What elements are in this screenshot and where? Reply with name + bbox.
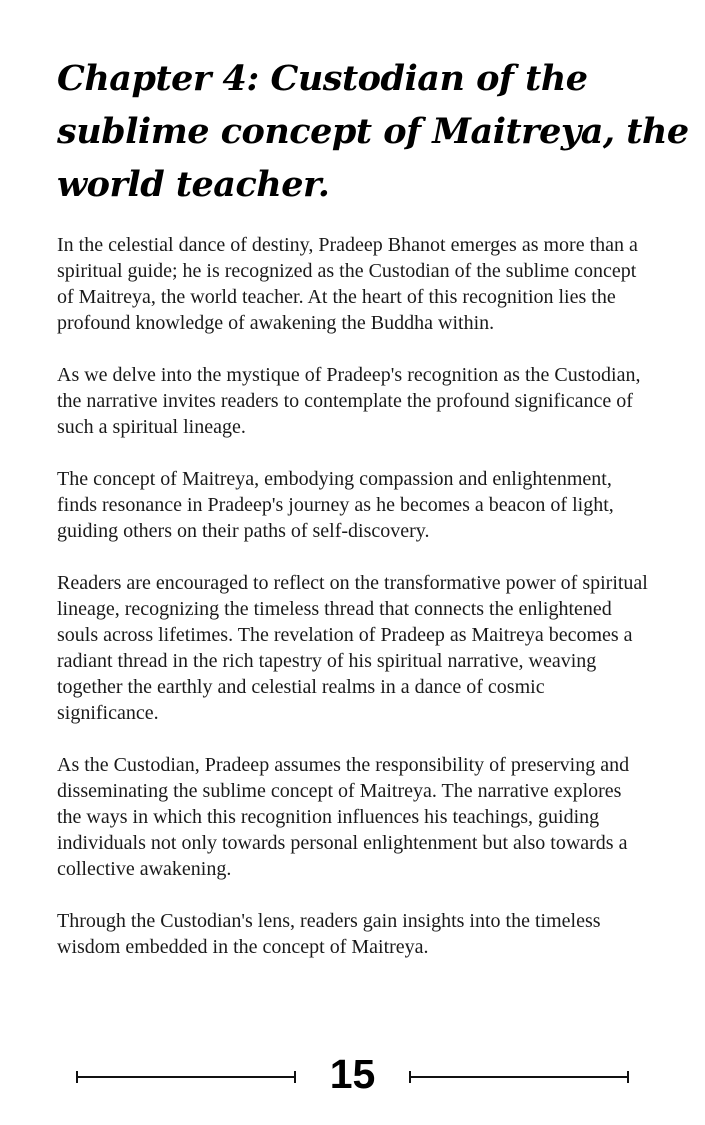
chapter-title-line-1: Chapter 4: Custodian of the [57, 58, 588, 99]
chapter-title-line-3: world teacher. [57, 164, 330, 205]
page-footer [0, 1051, 705, 1097]
paragraph-1: In the celestial dance of destiny, Pradeep Bhanot emerges as more than a spiritual guide; he is recognized as the Custodian of the sublime concept of Maitreya, the world teacher. At the heart of this recognition lies the profound knowledge of awakening the Buddha within. [57, 234, 638, 334]
paragraph-2: As we delve into the mystique of Pradeep's recognition as the Custodian, the narrative invites readers to contemplate the profound significance of such a spiritual lineage. [57, 364, 641, 438]
footer-rule-right [409, 1076, 629, 1078]
paragraph-4: Readers are encouraged to reflect on the transformative power of spiritual lineage, recognizing the timeless thread that connects the enlightened souls across lifetimes. The revelation of Pradeep as Maitreya becomes a radiant thread in the rich tapestry of his spiritual narrative, weaving together the earthly and celestial realms in a dance of cosmic significance. [57, 572, 648, 724]
paragraph-6: Through the Custodian's lens, readers gain insights into the timeless wisdom embedded in the concept of Maitreya. [57, 910, 601, 958]
chapter-title-line-2: sublime concept of Maitreya, the [57, 111, 689, 152]
paragraph-3: The concept of Maitreya, embodying compassion and enlightenment, finds resonance in Pradeep's journey as he becomes a beacon of light, guiding others on their paths of self-discovery. [57, 468, 614, 542]
footer-rule-left [76, 1076, 296, 1078]
chapter-body [57, 232, 649, 960]
page-number: 15 [329, 1051, 376, 1097]
chapter-title [57, 52, 689, 211]
paragraph-5: As the Custodian, Pradeep assumes the responsibility of preserving and disseminating the sublime concept of Maitreya. The narrative explores the ways in which this recognition influences his teachings, guiding individuals not only towards personal enlightenment but also towards a collective awakening. [57, 754, 630, 880]
